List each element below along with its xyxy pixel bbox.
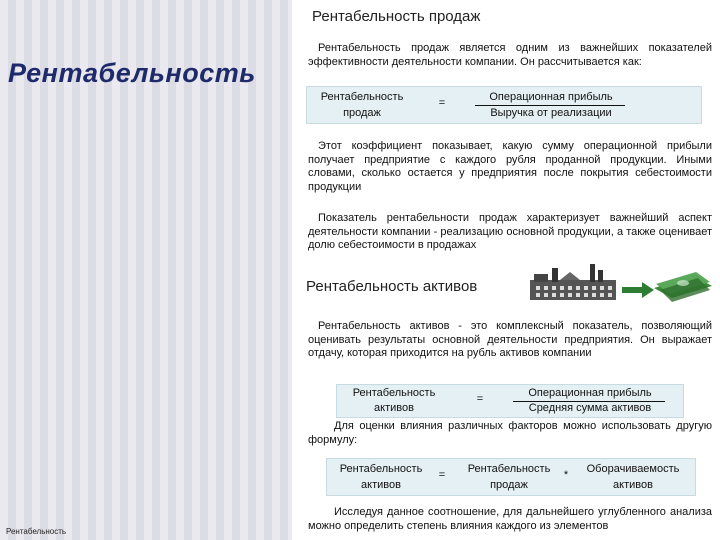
formula-denominator: Средняя сумма активов: [528, 402, 652, 414]
sales-paragraph-3: Показатель рентабельности продаж характеризует важнейший аспект деятельности компании - реализацию основной продукции, а также оценивает долю себестоимости в продажах: [308, 212, 712, 252]
slide-title: Рентабельность: [8, 58, 256, 88]
formula-a-top: Рентабельность: [339, 463, 423, 475]
sales-paragraph-2: Этот коэффициент показывает, какую сумму операционной прибыли получает предприятие с каждого рубля проданной продукции. Иными словами, сколько остается у предприятия после покрытия себестоимости продукции: [308, 140, 712, 193]
assets-title: Рентабельность активов: [306, 278, 478, 295]
formula-denominator: Выручка от реализации: [490, 107, 612, 119]
formula-b-top: Рентабельность: [467, 463, 551, 475]
sales-intro: Рентабельность продаж является одним из важнейших показателей эффективности деятельности компании. Он рассчитывается как:: [308, 42, 712, 68]
assets-formula: [336, 384, 684, 418]
formula-numerator: Операционная прибыль: [528, 387, 652, 399]
left-panel: [0, 0, 292, 540]
equals-sign: =: [438, 97, 446, 109]
formula-a-bottom: активов: [361, 479, 401, 491]
assets-paragraph-2: Для оценки влияния различных факторов можно использовать другую формулу:: [308, 420, 712, 446]
money-icon: [654, 272, 712, 302]
formula-c-top: Оборачиваемость: [586, 463, 680, 475]
formula-left-bottom: продаж: [343, 107, 381, 119]
sales-formula: [306, 86, 702, 124]
fraction-line: [475, 105, 625, 106]
assets-paragraph-1: Рентабельность активов - это комплексный показатель, позволяющий оценивать результаты основной деятельности предприятия. Он выражает отдачу, которая приходится на рубль активов компании: [308, 320, 712, 360]
formula-left-top: Рентабельность: [352, 387, 436, 399]
arrow-right-icon: [622, 282, 654, 298]
formula-b-bottom: продаж: [490, 479, 528, 491]
formula-left-bottom: активов: [374, 402, 414, 414]
sales-title: Рентабельность продаж: [312, 8, 481, 25]
content-area: [292, 0, 720, 540]
formula-left-top: Рентабельность: [320, 91, 404, 103]
equals-sign: =: [438, 469, 446, 481]
formula-c-bottom: активов: [613, 479, 653, 491]
footer-label: Рентабельность: [6, 527, 67, 536]
multiply-sign: *: [563, 469, 569, 481]
assets-factor-formula: [326, 458, 696, 496]
factory-icon: [530, 262, 616, 302]
formula-numerator: Операционная прибыль: [489, 91, 613, 103]
equals-sign: =: [476, 393, 484, 405]
assets-paragraph-3: Исследуя данное соотношение, для дальнейшего углубленного анализа можно определить степень влияния каждого из элементов: [308, 506, 712, 532]
